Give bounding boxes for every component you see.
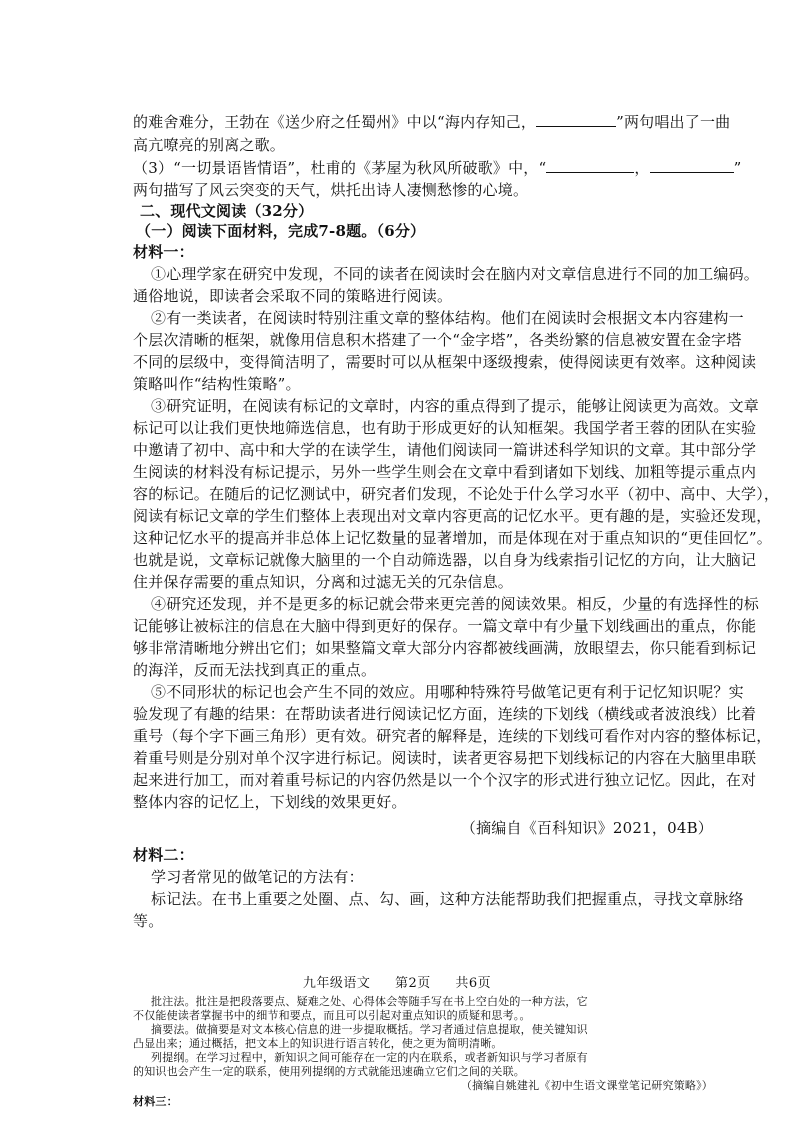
subsection-heading: （一）阅读下面材料，完成7-8题。（6分） xyxy=(136,222,426,240)
paragraph-line: 记能够让被标注的信息在大脑中得到更好的保存。一篇文章中有少量下划线画出的重点，你能 xyxy=(133,617,757,635)
paragraph-line: 起来进行加工，而对着重号标记的内容仍然是以一个个汉字的形式进行独立记忆。因此，在对 xyxy=(133,771,757,789)
footer-page: 第2页 xyxy=(394,976,431,991)
paragraph-line: 不同的层级中，变得简洁明了，需要时可以从框架中逐级搜索，使得阅读更有效率。这种阅读 xyxy=(133,353,757,371)
paragraph-line: 也就是说，文章标记就像大脑里的一个自动筛选器，以自身为线索指引记忆的方向，让大脑记 xyxy=(133,551,757,569)
paragraph-line: ③研究证明，在阅读有标记的文章时，内容的重点得到了提示，能够让阅读更为高效。文章 xyxy=(151,397,760,415)
material-3-label: 材料三： xyxy=(133,1095,178,1108)
paragraph-line: 重号（每个字下画三角形）更有效。研究者的解释是，连续的下划线可看作对内容的整体标记， xyxy=(133,727,772,745)
paragraph-line: 标记法。在书上重要之处圈、点、勾、画，这种方法能帮助我们把握重点，寻找文章脉络 xyxy=(151,890,744,908)
page-footer xyxy=(0,972,794,991)
text: ， xyxy=(634,159,650,177)
text: 的难舍难分，王勃在《送少府之任蜀州》中以“海内存知己， xyxy=(133,113,537,131)
text: ”两句唱出了一曲 xyxy=(616,113,731,131)
paragraph-line: 学习者常见的做笔记的方法有： xyxy=(151,868,364,886)
paragraph-line: 验发现了有趣的结果：在帮助读者进行阅读记忆方面，连续的下划线（横线或者波浪线）比着 xyxy=(133,705,757,723)
answer-blank xyxy=(536,112,616,127)
section-heading: 二、现代文阅读（32分） xyxy=(140,202,314,220)
paragraph-line: 摘要法。做摘要是对文本核心信息的进一步提取概括。学习者通过信息提取，使关键知识 xyxy=(151,1023,588,1036)
paragraph-line: 策略叫作“结构性策略”。 xyxy=(133,375,301,393)
paragraph-line: 中邀请了初中、高中和大学的在读学生，请他们阅读同一篇讲述科学知识的文章。其中部分学 xyxy=(133,441,757,459)
text: （3）“一切景语皆情语”，杜甫的《茅屋为秋风所破歌》中，“ xyxy=(133,159,547,177)
paragraph-line: 不仅能使读者掌握书中的细节和要点，而且可以引起对重点知识的质疑和思考。。 xyxy=(133,1009,531,1022)
paragraph-line: 通俗地说，即读者会采取不同的策略进行阅读。 xyxy=(133,287,453,305)
question-3-line-2: 两句描写了风云突变的天气，烘托出诗人凄恻愁惨的心境。 xyxy=(133,181,529,199)
paragraph-line: 整体内容的记忆上，下划线的效果更好。 xyxy=(133,793,407,811)
paragraph-line: ②有一类读者，在阅读时特别注重文章的整体结构。他们在阅读时会根据文本内容建构一 xyxy=(151,309,744,327)
paragraph-line: 标记可以让我们更快地筛选信息，也有助于形成更好的认知框架。我国学者王蓉的团队在实验 xyxy=(133,419,757,437)
paragraph-line: 生阅读的材料没有标记提示，另外一些学生则会在文章中看到诸如下划线、加粗等提示重点内 xyxy=(133,463,757,481)
poem-line-2: 高亢嘹亮的别离之歌。 xyxy=(133,136,286,154)
paragraph-line: 阅读有标记文章的学生们整体上表现出对文章内容更高的记忆水平。更有趣的是，实验还发现， xyxy=(133,507,772,525)
paragraph-line: ⑤不同形状的标记也会产生不同的效应。用哪种特殊符号做笔记更有利于记忆知识呢？实 xyxy=(151,683,744,701)
material-1-label: 材料一： xyxy=(133,243,194,261)
paragraph-line: 住并保存需要的重点知识，分离和过滤无关的冗杂信息。 xyxy=(133,573,514,591)
paragraph-line: 容的标记。在随后的记忆测试中，研究者们发现，不论处于什么学习水平（初中、高中、大学）， xyxy=(133,485,780,503)
paragraph-line: ①心理学家在研究中发现，不同的读者在阅读时会在脑内对文章信息进行不同的加工编码。 xyxy=(151,265,760,283)
answer-blank xyxy=(650,158,734,173)
material-1-source: （摘编自《百科知识》2021，04B） xyxy=(460,819,713,837)
answer-blank xyxy=(546,158,634,173)
question-3-line-1 xyxy=(133,158,742,178)
paragraph-line: 凸显出来；通过概括，把文本上的知识进行语言转化，使之更为简明清晰。 xyxy=(133,1037,503,1050)
paragraph-line: 个层次清晰的框架，就像用信息积木搭建了一个“金字塔”，各类纷繁的信息被安置在金字塔 xyxy=(133,331,742,349)
footer-subject: 九年级语文 xyxy=(302,976,371,991)
paragraph-line: 着重号则是分别对单个汉字进行标记。阅读时，读者更容易把下划线标记的内容在大脑里串联 xyxy=(133,749,757,767)
paragraph-line: 列提纲。在学习过程中，新知识之间可能存在一定的内在联系，或者新知识与学习者原有 xyxy=(151,1051,588,1064)
paragraph-line: 的知识也会产生一定的联系，使用列提纲的方式就能迅速确立它们之间的关联。 xyxy=(133,1065,525,1078)
material-2-label: 材料二： xyxy=(133,846,194,864)
paragraph-line: 够非常清晰地分辨出它们；如果整篇文章大部分内容都被线画满，放眼望去，你只能看到标记 xyxy=(133,639,757,657)
paragraph-line: ④研究还发现，并不是更多的标记就会带来更完善的阅读效果。相反，少量的有选择性的标 xyxy=(151,595,760,613)
material-2-source: （摘编自姚建礼《初中生语文课堂笔记研究策略》） xyxy=(460,1079,713,1092)
text: ” xyxy=(733,159,742,177)
footer-total: 共6页 xyxy=(455,976,492,991)
paragraph-line: 的海洋，反而无法找到真正的重点。 xyxy=(133,661,377,679)
paragraph-line: 批注法。批注是把段落要点、疑难之处、心得体会等随手写在书上空白处的一种方法，它 xyxy=(151,995,588,1008)
paragraph-line: 等。 xyxy=(133,912,164,930)
poem-line-1 xyxy=(133,112,739,132)
paragraph-line: 这种记忆水平的提高并非总体上记忆数量的显著增加，而是体现在对于重点知识的“更佳回忆”。 xyxy=(133,529,772,547)
